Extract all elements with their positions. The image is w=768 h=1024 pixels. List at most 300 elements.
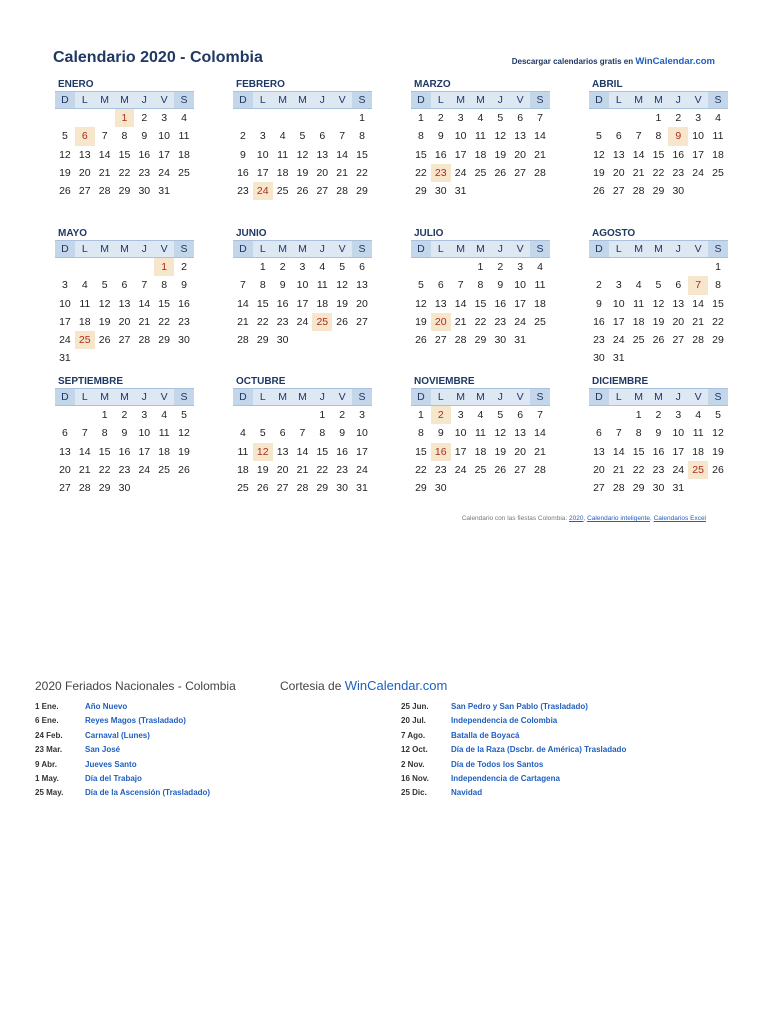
weekday-header: M (456, 94, 465, 106)
day-cell: 14 (138, 297, 151, 310)
day-cell: 10 (454, 130, 467, 143)
week-row (411, 182, 550, 200)
day-cell: 24 (672, 463, 685, 476)
day-cell: 22 (652, 166, 665, 179)
weekday-header: V (694, 94, 702, 106)
day-cell: 5 (497, 112, 504, 124)
day-cell: 22 (158, 315, 170, 328)
holiday-row (401, 700, 626, 714)
empty-cell (609, 109, 629, 127)
holiday-name-link[interactable]: Año Nuevo (85, 702, 128, 711)
empty-cell (75, 109, 95, 127)
day-cell: 19 (712, 445, 724, 458)
empty-cell (95, 258, 115, 276)
day-cell: 8 (418, 130, 424, 143)
empty-cell (589, 406, 609, 424)
weekday-header: J (319, 243, 325, 255)
day-cell: 21 (454, 315, 467, 328)
weekday-header: V (694, 243, 702, 255)
day-cell: 10 (672, 427, 685, 440)
page-title: Calendario 2020 - Colombia (53, 49, 263, 66)
day-cell: 25 (276, 185, 289, 198)
day-cell: 12 (494, 130, 507, 143)
day-cell: 29 (256, 334, 269, 347)
day-cell: 18 (316, 297, 329, 310)
empty-cell (688, 349, 708, 367)
day-cell: 19 (178, 445, 190, 458)
day-cell: 23 (237, 185, 249, 198)
empty-cell (293, 109, 313, 127)
month-junio (233, 227, 372, 349)
empty-cell (134, 349, 154, 367)
month-name: JUNIO (236, 228, 267, 239)
empty-cell (530, 182, 550, 200)
empty-cell (332, 331, 352, 349)
holiday-date: 20 Jul. (401, 716, 426, 726)
weekday-header: M (100, 94, 109, 106)
week-row (233, 406, 372, 424)
month-name: NOVIEMBRE (414, 376, 475, 387)
weekday-header: V (160, 243, 168, 255)
empty-cell (708, 182, 728, 200)
day-cell: 25 (712, 166, 724, 179)
empty-cell (174, 182, 194, 200)
holiday-row (35, 758, 210, 772)
day-cell: 31 (514, 334, 526, 347)
day-cell: 8 (259, 279, 266, 292)
week-row (55, 349, 194, 367)
day-cell: 25 (534, 315, 546, 328)
day-cell: 13 (78, 148, 91, 161)
day-cell: 30 (494, 334, 507, 347)
day-cell: 29 (98, 482, 111, 495)
day-cell: 23 (178, 315, 190, 328)
day-cell: 30 (652, 482, 665, 495)
day-cell: 2 (497, 261, 504, 273)
link-2020[interactable]: 2020 (569, 515, 584, 522)
empty-cell (490, 479, 510, 497)
day-cell: 2 (437, 112, 444, 124)
month-name: MAYO (58, 228, 88, 239)
day-cell: 6 (359, 261, 365, 273)
weekday-header: J (319, 94, 325, 106)
day-cell: 23 (276, 315, 289, 328)
day-cell: 18 (692, 445, 704, 458)
day-cell: 1 (477, 261, 484, 273)
day-cell: 11 (178, 130, 190, 143)
day-cell: 11 (277, 148, 289, 161)
day-cell: 6 (675, 279, 682, 292)
weekday-header: J (141, 391, 147, 403)
day-cell: 4 (240, 427, 246, 440)
day-cell: 12 (652, 297, 665, 310)
day-cell: 20 (612, 166, 625, 179)
day-cell: 3 (457, 112, 464, 124)
wincalendar-link[interactable]: WinCalendar.com (635, 56, 715, 67)
day-cell: 31 (454, 185, 467, 198)
link-calendarios-excel[interactable]: Calendarios Excel (653, 515, 706, 522)
weekday-header-row (589, 240, 728, 258)
day-cell: 28 (534, 463, 546, 476)
day-cell: 8 (635, 427, 642, 440)
day-cell: 30 (672, 185, 685, 198)
day-cell: 16 (672, 148, 685, 161)
empty-cell (668, 258, 688, 276)
day-cell: 1 (359, 112, 365, 124)
weekday-header: M (100, 243, 109, 255)
day-cell: 4 (161, 409, 168, 421)
weekday-header: V (160, 94, 168, 106)
week-row (589, 406, 728, 424)
holiday-name-link[interactable]: Día de Todos los Santos (451, 759, 544, 769)
day-cell: 10 (356, 427, 368, 440)
empty-cell (629, 258, 649, 276)
weekday-header: L (615, 391, 622, 403)
day-cell: 16 (138, 148, 151, 161)
day-cell: 27 (514, 463, 526, 476)
holiday-name-link[interactable]: San José (85, 745, 121, 755)
holiday-name-link[interactable]: Día de la Raza (Dscbr. de América) Trasladado (451, 745, 627, 755)
day-cell: 30 (336, 482, 348, 495)
week-row (411, 331, 550, 349)
empty-cell (154, 349, 174, 367)
day-cell: 3 (615, 279, 622, 292)
week-row (411, 146, 550, 164)
day-cell: 17 (612, 315, 625, 328)
day-cell: 5 (299, 130, 306, 143)
day-cell: 13 (672, 297, 685, 310)
day-cell: 19 (494, 445, 507, 458)
day-cell: 15 (415, 445, 427, 458)
empty-cell (530, 331, 550, 349)
day-cell: 26 (59, 185, 71, 198)
weekday-header: M (120, 243, 129, 255)
weekday-header: D (589, 241, 609, 257)
day-cell: 16 (276, 297, 289, 310)
day-cell: 14 (632, 148, 645, 161)
day-cell: 12 (336, 279, 348, 292)
week-row (55, 127, 194, 145)
day-cell: 13 (59, 445, 71, 458)
month-octubre (233, 375, 372, 497)
day-cell: 16 (434, 148, 447, 161)
holiday-name-link[interactable]: San Pedro y San Pablo (Trasladado) (451, 702, 588, 711)
day-cell: 17 (59, 315, 71, 328)
empty-cell (95, 109, 115, 127)
holiday-name-link[interactable]: Jueves Santo (85, 759, 137, 769)
day-cell: 10 (158, 130, 170, 143)
holiday-date: 25 May. (35, 788, 64, 798)
week-row (55, 146, 194, 164)
day-cell: 13 (316, 148, 329, 161)
day-cell: 21 (138, 315, 151, 328)
week-row (55, 182, 194, 200)
day-cell: 3 (259, 130, 266, 143)
empty-cell (629, 349, 649, 367)
week-row (411, 406, 550, 424)
day-cell: 26 (494, 166, 507, 179)
day-cell: 20 (356, 297, 368, 310)
day-cell: 20 (514, 445, 526, 458)
week-row (55, 424, 194, 442)
holiday-day-cell: 25 (312, 313, 332, 331)
day-cell: 7 (339, 130, 346, 143)
weekday-header: S (530, 389, 550, 405)
holiday-name-link[interactable]: Independencia de Colombia (451, 716, 558, 726)
day-cell: 23 (494, 315, 507, 328)
day-cell: 15 (98, 445, 111, 458)
holiday-row (401, 772, 626, 786)
day-cell: 28 (692, 334, 704, 347)
holiday-name-link[interactable]: Independencia de Cartagena (451, 773, 560, 783)
weekday-header: J (141, 243, 147, 255)
week-row (411, 258, 550, 276)
week-row (589, 331, 728, 349)
empty-cell (253, 109, 273, 127)
day-cell: 28 (612, 482, 625, 495)
day-cell: 28 (237, 334, 249, 347)
month-febrero (233, 78, 372, 200)
empty-cell (312, 109, 332, 127)
weekday-header: J (319, 391, 325, 403)
day-cell: 31 (356, 482, 368, 495)
day-cell: 29 (118, 185, 131, 198)
day-cell: 13 (593, 445, 605, 458)
week-row (233, 479, 372, 497)
empty-cell (253, 406, 273, 424)
weekday-header-row (233, 388, 372, 406)
day-cell: 27 (118, 334, 131, 347)
empty-cell (75, 406, 95, 424)
day-cell: 3 (517, 261, 524, 273)
day-cell: 4 (477, 112, 484, 124)
day-cell: 13 (356, 279, 368, 292)
day-cell: 14 (98, 148, 111, 161)
weekday-header: D (411, 389, 431, 405)
day-cell: 22 (256, 315, 269, 328)
day-cell: 17 (158, 148, 170, 161)
weekday-header: J (141, 94, 147, 106)
day-cell: 26 (494, 463, 507, 476)
holiday-name-link[interactable]: Batalla de Boyacá (451, 730, 520, 740)
weekday-header-row (589, 388, 728, 406)
weekday-header-row (411, 240, 550, 258)
weekday-header: V (338, 243, 346, 255)
day-cell: 30 (178, 334, 190, 347)
day-cell: 11 (534, 279, 546, 292)
day-cell: 9 (437, 427, 444, 440)
day-cell: 26 (296, 185, 309, 198)
day-cell: 28 (78, 482, 91, 495)
holiday-row (35, 714, 210, 728)
day-cell: 1 (635, 409, 642, 421)
day-cell: 23 (434, 463, 447, 476)
courtesy-line (280, 678, 447, 693)
week-row (55, 164, 194, 182)
weekday-header: S (352, 92, 372, 108)
day-cell: 18 (534, 297, 546, 310)
weekday-header-row (55, 240, 194, 258)
day-cell: 22 (632, 463, 645, 476)
day-cell: 11 (475, 130, 486, 143)
empty-cell (629, 109, 649, 127)
day-cell: 3 (359, 409, 365, 421)
day-cell: 8 (715, 279, 721, 292)
day-cell: 20 (672, 315, 685, 328)
holiday-day-cell: 12 (253, 443, 273, 461)
holiday-name-link[interactable]: Carnaval (Lunes) (85, 730, 150, 740)
day-cell: 2 (339, 409, 346, 421)
day-cell: 21 (632, 166, 645, 179)
day-cell: 29 (474, 334, 487, 347)
day-cell: 25 (632, 334, 645, 347)
empty-cell (411, 258, 431, 276)
weekday-header: J (675, 243, 681, 255)
weekday-header: V (516, 94, 524, 106)
holiday-day-cell: 20 (431, 313, 451, 331)
day-cell: 22 (316, 463, 329, 476)
weekday-header: M (654, 94, 663, 106)
day-cell: 29 (632, 482, 645, 495)
weekday-header: J (497, 94, 503, 106)
day-cell: 5 (181, 409, 187, 421)
day-cell: 26 (593, 185, 605, 198)
week-row (589, 127, 728, 145)
day-cell: 29 (652, 185, 665, 198)
weekday-header: D (233, 389, 253, 405)
day-cell: 5 (655, 279, 662, 292)
weekday-header: M (476, 391, 485, 403)
day-cell: 23 (593, 334, 605, 347)
holiday-day-cell: 2 (431, 406, 451, 424)
day-cell: 29 (158, 334, 170, 347)
day-cell: 2 (121, 409, 128, 421)
day-cell: 24 (158, 166, 170, 179)
week-row (589, 109, 728, 127)
weekday-header: M (654, 243, 663, 255)
holiday-date: 6 Ene. (35, 716, 59, 726)
day-cell: 30 (434, 185, 447, 198)
weekday-header: D (411, 241, 431, 257)
day-cell: 5 (418, 279, 424, 292)
day-cell: 21 (98, 166, 111, 179)
day-cell: 16 (178, 297, 190, 310)
weekday-header: M (120, 391, 129, 403)
day-cell: 4 (715, 112, 721, 124)
weekday-header: D (55, 241, 75, 257)
empty-cell (510, 182, 530, 200)
weekday-header: J (497, 391, 503, 403)
month-name: MARZO (414, 79, 451, 90)
holiday-date: 12 Oct. (401, 745, 428, 755)
empty-cell (233, 406, 253, 424)
courtesy-wincalendar-link[interactable]: WinCalendar.com (344, 678, 448, 693)
week-row (589, 479, 728, 497)
day-cell: 16 (593, 315, 605, 328)
holiday-name-link[interactable]: Reyes Magos (Trasladado) (85, 716, 186, 726)
day-cell: 28 (632, 185, 645, 198)
month-name: AGOSTO (592, 228, 636, 239)
month-noviembre (411, 375, 550, 497)
day-cell: 21 (237, 315, 249, 328)
link-calendario-inteligente[interactable]: Calendario inteligente (587, 515, 650, 522)
day-cell: 7 (240, 279, 246, 292)
week-row (233, 424, 372, 442)
empty-cell (649, 349, 669, 367)
day-cell: 22 (415, 463, 427, 476)
week-row (589, 295, 728, 313)
day-cell: 14 (692, 297, 704, 310)
week-row (411, 276, 550, 294)
day-cell: 2 (596, 279, 602, 292)
day-cell: 8 (477, 279, 484, 292)
day-cell: 20 (118, 315, 131, 328)
weekday-header: M (298, 391, 307, 403)
day-cell: 15 (415, 148, 427, 161)
day-cell: 18 (474, 445, 487, 458)
week-row (411, 443, 550, 461)
day-cell: 24 (612, 334, 625, 347)
day-cell: 19 (652, 315, 665, 328)
day-cell: 6 (437, 279, 444, 292)
day-cell: 22 (415, 166, 427, 179)
holiday-date: 1 May. (35, 773, 59, 783)
holiday-date: 1 Ene. (35, 702, 59, 711)
day-cell: 7 (537, 112, 543, 124)
holiday-name-link[interactable]: Día del Trabajo (85, 773, 142, 783)
day-cell: 20 (276, 463, 289, 476)
holiday-date: 9 Abr. (35, 759, 57, 769)
week-row (233, 295, 372, 313)
empty-cell (609, 406, 629, 424)
day-cell: 14 (296, 445, 309, 458)
weekday-header: S (174, 92, 194, 108)
month-name: JULIO (414, 228, 444, 239)
weekday-header: V (338, 391, 346, 403)
weekday-header: M (298, 243, 307, 255)
holiday-name-link[interactable]: Día de la Ascensión (Trasladado) (85, 788, 211, 798)
day-cell: 5 (497, 409, 504, 421)
empty-cell (451, 258, 471, 276)
day-cell: 8 (319, 427, 326, 440)
day-cell: 6 (62, 427, 68, 440)
day-cell: 17 (256, 166, 269, 179)
day-cell: 18 (178, 148, 190, 161)
day-cell: 6 (319, 130, 326, 143)
day-cell: 22 (98, 463, 111, 476)
day-cell: 29 (712, 334, 724, 347)
weekday-header: L (81, 94, 88, 106)
week-row (411, 461, 550, 479)
day-cell: 4 (279, 130, 286, 143)
day-cell: 4 (635, 279, 642, 292)
week-row (411, 109, 550, 127)
day-cell: 13 (276, 445, 289, 458)
day-cell: 11 (712, 130, 724, 143)
empty-cell (115, 258, 135, 276)
holiday-name-link[interactable]: Navidad (451, 788, 483, 798)
weekday-header: S (708, 92, 728, 108)
day-cell: 5 (62, 130, 68, 143)
empty-cell (55, 258, 75, 276)
holiday-date: 16 Nov. (401, 773, 429, 783)
day-cell: 27 (612, 185, 625, 198)
day-cell: 9 (121, 427, 128, 440)
weekday-header: L (615, 243, 622, 255)
day-cell: 16 (237, 166, 249, 179)
month-name: SEPTIEMBRE (58, 376, 124, 387)
weekday-header-row (411, 388, 550, 406)
